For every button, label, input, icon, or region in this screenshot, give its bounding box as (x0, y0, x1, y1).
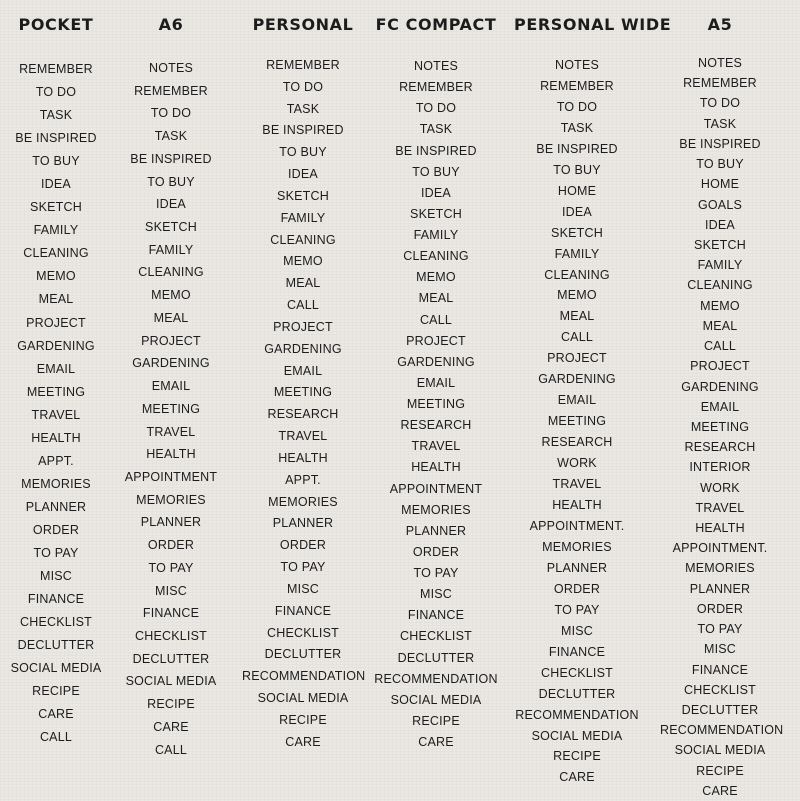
list-item: MEAL (153, 310, 189, 325)
list-item: TO DO (415, 101, 457, 116)
list-item: MISC (419, 587, 453, 602)
list-item: ORDER (412, 544, 460, 559)
list-item: RESEARCH (267, 407, 339, 422)
list-item: SKETCH (694, 237, 746, 252)
list-item: MISC (39, 569, 73, 584)
list-item: TO BUY (412, 164, 460, 179)
list-item: RESEARCH (400, 418, 472, 433)
list-item: TO BUY (147, 174, 195, 189)
list-item: CHECKLIST (541, 665, 613, 680)
list-item: RECIPE (147, 697, 195, 712)
list-item: PROJECT (273, 319, 333, 334)
list-item: FINANCE (548, 644, 606, 659)
list-item: NOTES (697, 56, 743, 70)
list-item: TASK (560, 120, 594, 135)
list-item: IDEA (41, 177, 71, 192)
list-item: CALL (560, 330, 594, 345)
list-item: BE INSPIRED (15, 131, 97, 146)
list-item: GARDENING (264, 341, 342, 356)
list-item: IDEA (705, 217, 735, 232)
list-item: TO PAY (554, 602, 600, 617)
list-item: CALL (154, 742, 188, 757)
list-item: RECOMMENDATION (515, 707, 639, 722)
list-item: RECOMMENDATION (660, 723, 784, 738)
list-item: REMEMBER (540, 78, 614, 93)
list-item: FAMILY (554, 246, 600, 261)
list-item: DECLUTTER (681, 703, 759, 717)
list-item: TO PAY (280, 560, 326, 575)
list-item: SOCIAL MEDIA (674, 743, 766, 758)
list-item: FINANCE (274, 603, 332, 618)
list-item: MEAL (418, 291, 454, 306)
list-item: PROJECT (690, 359, 750, 374)
list-item: TRAVEL (278, 429, 328, 444)
list-item: CALL (419, 312, 453, 327)
list-item: TRAVEL (552, 477, 602, 492)
label-list (660, 53, 784, 801)
list-item: EMAIL (557, 393, 597, 408)
list-item: MISC (286, 581, 320, 596)
list-item: BE INSPIRED (130, 151, 212, 166)
list-item: RECOMMENDATION (374, 671, 498, 686)
list-item: GARDENING (538, 372, 616, 387)
list-item: APPOINTMENT (124, 469, 218, 484)
list-item: HEALTH (278, 450, 328, 465)
list-item: FAMILY (148, 242, 194, 257)
list-item: SOCIAL MEDIA (390, 692, 482, 707)
list-item: MEAL (702, 318, 738, 333)
list-item: SKETCH (145, 220, 197, 235)
list-item: ORDER (32, 522, 80, 537)
list-item: EMAIL (416, 375, 456, 390)
list-item: WORK (557, 456, 597, 471)
label-list (514, 55, 640, 788)
list-item: SOCIAL MEDIA (125, 674, 217, 689)
list-item: CLEANING (544, 267, 610, 282)
list-item: MISC (560, 623, 594, 638)
list-item: MEMO (416, 270, 456, 285)
list-item: INTERIOR (689, 460, 751, 475)
list-item: RECOMMENDATION (242, 669, 366, 684)
list-item: TRAVEL (695, 500, 745, 515)
list-item: SKETCH (277, 188, 329, 203)
list-item: SOCIAL MEDIA (531, 728, 623, 743)
list-item: RECIPE (696, 763, 744, 778)
list-item: CLEANING (403, 249, 469, 264)
list-item: BE INSPIRED (679, 136, 761, 151)
list-item: GARDENING (17, 338, 95, 353)
list-item: ORDER (696, 601, 744, 616)
list-item: MEETING (406, 397, 466, 411)
list-item: RESEARCH (541, 435, 613, 450)
list-item: PLANNER (140, 515, 202, 530)
list-item: SKETCH (551, 225, 603, 240)
column-title: PERSONAL (252, 15, 354, 34)
list-item: MEMO (700, 298, 740, 313)
list-item: MEETING (547, 414, 607, 429)
list-item: APPOINTMENT. (672, 541, 768, 556)
list-item: MEMORIES (542, 539, 612, 554)
list-item: BE INSPIRED (536, 141, 618, 156)
list-item: PROJECT (406, 333, 466, 348)
list-item: MEETING (26, 384, 86, 399)
list-item: EMAIL (36, 361, 76, 376)
column-title: PERSONAL WIDE (514, 15, 672, 34)
list-item: TO BUY (553, 162, 601, 177)
list-item: MEMORIES (685, 561, 755, 576)
list-item: RECIPE (412, 713, 460, 728)
list-item: HEALTH (146, 447, 196, 462)
list-item: CHECKLIST (400, 629, 472, 644)
list-item: TRAVEL (31, 407, 81, 422)
list-item: DECLUTTER (264, 647, 342, 662)
list-item: PLANNER (689, 581, 751, 596)
label-list (242, 55, 364, 754)
list-item: CARE (285, 734, 321, 749)
list-item: IDEA (562, 204, 592, 219)
list-item: TO DO (699, 96, 741, 111)
list-item: CARE (153, 719, 189, 734)
list-item: TO PAY (697, 622, 743, 637)
list-item: HEALTH (695, 521, 745, 536)
list-item: IDEA (421, 185, 451, 200)
list-item: MEMORIES (268, 494, 338, 509)
list-item: CHECKLIST (267, 625, 339, 640)
list-item: TASK (703, 116, 737, 131)
list-item: MEAL (559, 309, 595, 324)
list-item: DECLUTTER (538, 686, 616, 701)
list-item: IDEA (288, 167, 318, 182)
list-item: TO DO (35, 85, 77, 100)
list-item: HEALTH (552, 498, 602, 513)
list-item: MEMORIES (21, 476, 91, 491)
list-item: FINANCE (407, 608, 465, 623)
list-item: FAMILY (413, 228, 459, 242)
list-item: FAMILY (697, 258, 743, 273)
list-item: GOALS (697, 197, 743, 212)
list-item: TASK (286, 101, 320, 116)
list-item: PROJECT (141, 333, 201, 348)
list-item: SOCIAL MEDIA (257, 691, 349, 706)
label-list (374, 56, 498, 753)
list-item: SKETCH (410, 206, 462, 221)
list-item: MEETING (141, 401, 201, 416)
list-item: REMEMBER (683, 76, 757, 91)
list-item: DECLUTTER (397, 650, 475, 665)
list-item: DECLUTTER (17, 638, 95, 653)
list-item: FAMILY (33, 223, 79, 238)
list-item: TO DO (282, 79, 324, 94)
column-title: FC COMPACT (375, 15, 497, 34)
list-item: PROJECT (547, 351, 607, 366)
list-item: DECLUTTER (132, 651, 210, 666)
list-item: RECIPE (279, 712, 327, 727)
list-item: TO PAY (33, 545, 79, 560)
list-item: TO BUY (279, 145, 327, 160)
list-item: PROJECT (26, 315, 86, 330)
list-item: TASK (39, 108, 73, 123)
list-item: TO BUY (32, 154, 80, 169)
list-item: RECIPE (32, 684, 80, 699)
list-item: REMEMBER (399, 80, 473, 95)
list-item: REMEMBER (19, 62, 93, 76)
list-item: CARE (702, 783, 738, 798)
list-item: FINANCE (27, 592, 85, 607)
list-item: APPT. (285, 472, 321, 487)
list-item: CALL (703, 339, 737, 354)
list-item: MEAL (285, 276, 321, 291)
list-item: BE INSPIRED (262, 123, 344, 138)
list-item: GARDENING (681, 379, 759, 394)
list-item: MISC (154, 583, 188, 598)
list-item: FINANCE (691, 662, 749, 677)
list-item: SOCIAL MEDIA (10, 661, 102, 676)
list-item: CHECKLIST (20, 615, 92, 630)
list-item: MEMO (151, 288, 191, 303)
list-item: APPOINTMENT (389, 481, 483, 496)
list-item: ORDER (279, 538, 327, 553)
list-item: RECIPE (553, 749, 601, 764)
list-item: MEMO (36, 269, 76, 284)
list-item: CARE (38, 707, 74, 722)
list-item: TRAVEL (411, 439, 461, 454)
list-item: HEALTH (31, 430, 81, 445)
list-item: MEMO (283, 254, 323, 269)
list-item: MEMO (557, 288, 597, 303)
list-item: EMAIL (283, 363, 323, 378)
list-item: MEETING (273, 385, 333, 400)
list-item: WORK (700, 480, 740, 495)
list-item: MEMORIES (136, 492, 206, 507)
list-item: MEAL (38, 292, 74, 307)
list-item: ORDER (553, 581, 601, 596)
list-item: CARE (559, 770, 595, 785)
list-item: APPT. (38, 453, 74, 468)
list-item: NOTES (554, 58, 600, 72)
list-item: GARDENING (132, 356, 210, 371)
list-item: PLANNER (25, 499, 87, 514)
list-item: TRAVEL (146, 424, 196, 439)
list-item: CHECKLIST (684, 682, 756, 697)
list-item: TO DO (556, 99, 598, 114)
list-item: MEETING (690, 419, 750, 434)
list-item: CLEANING (138, 265, 204, 280)
list-item: CALL (39, 730, 73, 745)
list-item: CLEANING (23, 246, 89, 261)
list-item: GARDENING (397, 354, 475, 369)
list-item: FAMILY (280, 210, 326, 225)
list-item: TO PAY (148, 560, 194, 575)
list-item: TASK (419, 122, 453, 137)
list-item: EMAIL (700, 399, 740, 414)
column-title: A5 (707, 15, 733, 34)
list-item: TO BUY (696, 157, 744, 172)
list-item: FINANCE (142, 606, 200, 621)
list-item: ORDER (147, 538, 195, 553)
list-item: TO DO (150, 106, 192, 121)
list-item: SKETCH (30, 200, 82, 215)
list-item: HOME (700, 177, 740, 192)
list-item: IDEA (156, 197, 186, 212)
list-item: PLANNER (405, 523, 467, 538)
list-item: PLANNER (546, 560, 608, 575)
list-item: TO PAY (413, 566, 459, 580)
list-item: REMEMBER (266, 58, 340, 72)
list-item: RESEARCH (684, 440, 756, 455)
list-item: MEMORIES (401, 502, 471, 517)
list-item: MISC (703, 642, 737, 657)
list-item: HOME (557, 183, 597, 198)
list-item: HEALTH (411, 460, 461, 475)
list-item: CLEANING (687, 278, 753, 293)
column-title: A6 (158, 15, 184, 34)
list-item: TASK (154, 129, 188, 144)
list-item: REMEMBER (134, 83, 208, 98)
list-item: PLANNER (272, 516, 334, 531)
list-item: CHECKLIST (135, 628, 207, 643)
label-list (0, 58, 117, 749)
list-item: NOTES (413, 59, 459, 73)
list-item: CARE (418, 735, 454, 749)
label-list (111, 57, 231, 761)
list-item: CALL (286, 298, 320, 313)
list-item: EMAIL (151, 379, 191, 394)
list-item: NOTES (148, 61, 194, 75)
column-title: POCKET (18, 15, 94, 34)
list-item: CLEANING (270, 232, 336, 247)
list-item: APPOINTMENT. (529, 518, 625, 533)
list-item: BE INSPIRED (395, 143, 477, 158)
